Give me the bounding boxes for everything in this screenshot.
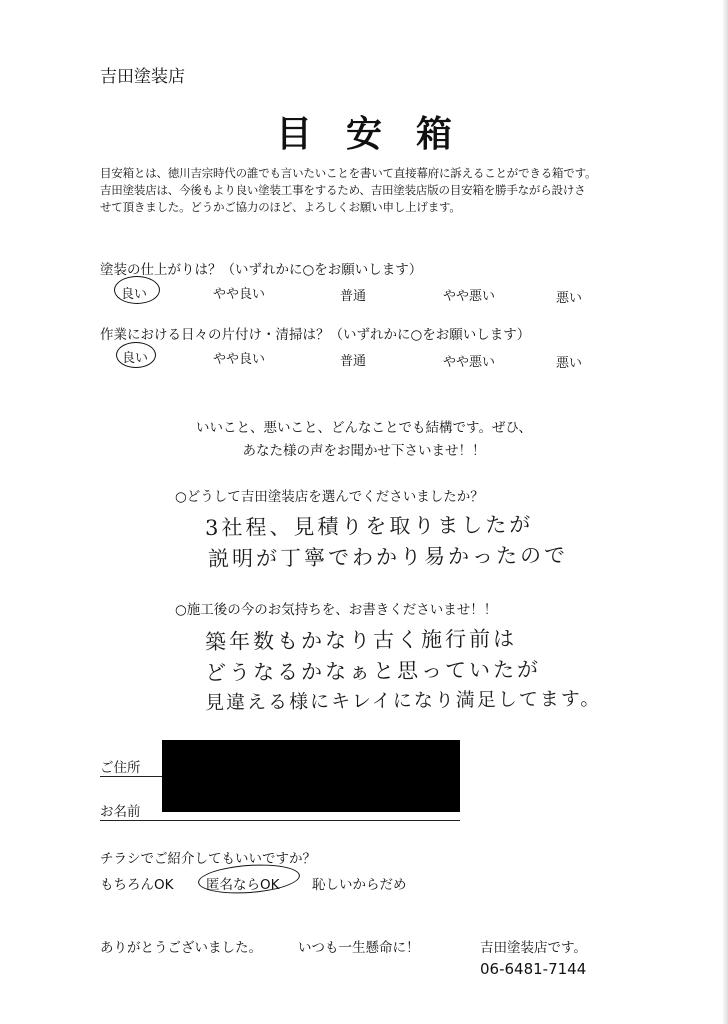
q1-option-fairly-good: やや良い xyxy=(213,287,266,302)
q2-option-fairly-good: やや良い xyxy=(213,352,266,367)
q4-answer-line-3: 見違える様にキレイになり満足してます。 xyxy=(204,687,602,714)
q2-option-bad: 悪い xyxy=(556,356,583,371)
address-label: ご住所 xyxy=(100,760,141,776)
q4-answer-line-2: どうなるかなぁと思っていたが xyxy=(204,657,542,685)
flyer-option-anonymous: 匿名ならOK xyxy=(206,877,280,893)
q3-answer-line-2: 説明が丁寧でわかり易かったので xyxy=(207,543,569,571)
thanks-text: ありがとうございました。 xyxy=(100,940,262,956)
name-label: お名前 xyxy=(100,804,141,820)
q2-question: 作業における日々の片付け・清掃は？（いずれかに○をお願いします） xyxy=(100,327,531,343)
intro-line-3: せて頂きました。どうかご協力のほど、よろしくお願い申し上げます。 xyxy=(100,200,461,214)
name-underline xyxy=(100,820,460,821)
q4-answer-line-1: 築年数もかなり古く施行前は xyxy=(204,626,518,654)
q1-option-fairly-bad: やや悪い xyxy=(443,289,496,304)
q2-selection-circle xyxy=(116,342,156,368)
sign-off-text: 吉田塗装店です。 xyxy=(480,940,587,956)
scan-edge-shadow xyxy=(722,0,728,1024)
flyer-option-no: 恥しいからだめ xyxy=(312,877,407,893)
page-title: 目安箱 xyxy=(275,114,486,155)
request-line-2: あなた様の声をお聞かせ下さいませ！！ xyxy=(242,443,486,459)
intro-line-1: 目安箱とは、徳川吉宗時代の誰でも言いたいことを書いて直接幕府に訴えることができる箱です。 xyxy=(100,166,597,180)
q4-question: ○施工後の今のお気持ちを、お書きくださいませ！！ xyxy=(175,602,498,618)
intro-text xyxy=(100,165,660,216)
phone-number: 06-6481-7144 xyxy=(480,960,587,978)
flyer-option-yes: もちろんOK xyxy=(100,877,174,893)
q3-question: ○どうして吉田塗装店を選んでくださいましたか？ xyxy=(175,489,484,505)
shop-name-header: 吉田塗装店 xyxy=(100,67,185,87)
redaction-block xyxy=(162,740,460,812)
q2-option-good: 良い xyxy=(122,351,149,366)
flyer-question: チラシでご紹介してもいいですか？ xyxy=(100,851,316,867)
q2-option-average: 普通 xyxy=(340,354,367,369)
q1-option-bad: 悪い xyxy=(556,291,583,306)
motto-text: いつも一生懸命に！ xyxy=(298,940,420,956)
q2-option-fairly-bad: やや悪い xyxy=(443,355,496,370)
intro-line-2: 吉田塗装店は、今後もより良い塗装工事をするため、吉田塗装店版の目安箱を勝手ながら設けさ xyxy=(100,183,586,197)
q1-question: 塗装の仕上がりは？（いずれかに○をお願いします） xyxy=(100,262,423,278)
q3-answer-line-1: 3社程、見積りを取りましたが xyxy=(204,512,534,540)
q1-selection-circle xyxy=(114,276,160,304)
request-line-1: いいこと、悪いこと、どんなことでも結構です。ぜひ、 xyxy=(196,420,532,436)
q1-option-good: 良い xyxy=(121,287,148,302)
q1-option-average: 普通 xyxy=(340,289,367,304)
